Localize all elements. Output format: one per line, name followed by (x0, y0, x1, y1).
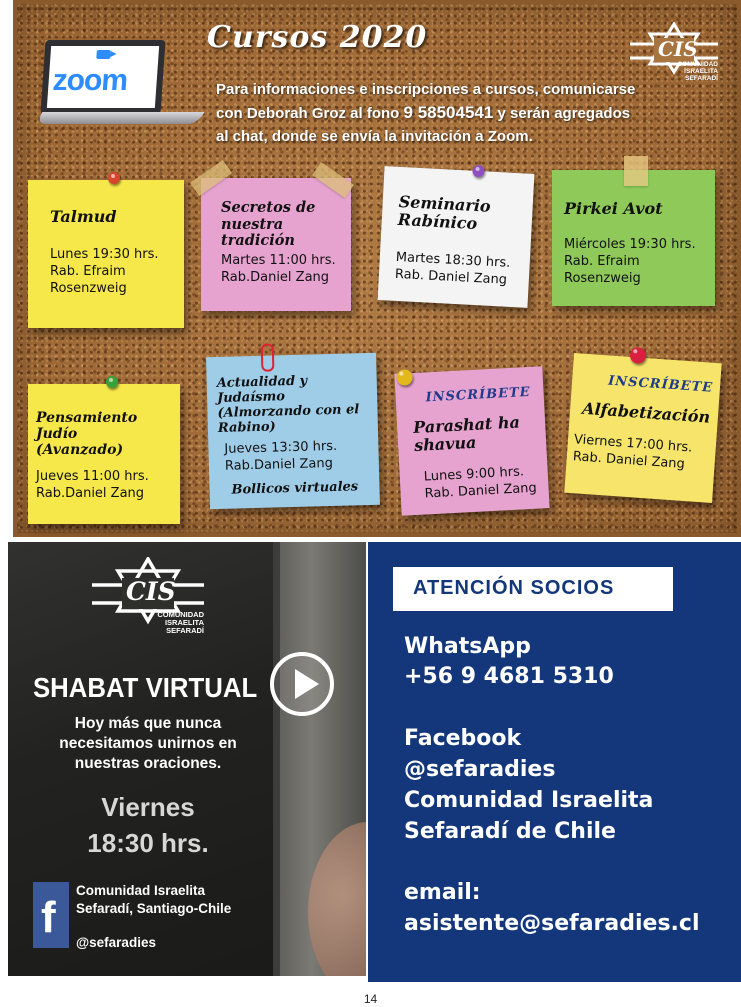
note-title-line: Parashat ha (412, 412, 521, 438)
note-title: Pirkei Avot (564, 199, 663, 218)
cis-sub-line: COMUNIDAD (677, 61, 718, 68)
intro-line: con Deborah Groz al fono (216, 105, 404, 122)
facebook-glyph: f (41, 893, 56, 942)
shabat-virtual-panel (8, 542, 366, 976)
note-alfabetizacion (564, 353, 721, 503)
note-line: Martes 11:00 hrs. (221, 253, 336, 268)
note-line: Lunes 9:00 hrs. (423, 464, 525, 485)
atencion-heading-box (393, 567, 673, 611)
message-line: necesitamos unirnos en (59, 735, 237, 752)
note-title: Alfabetización (581, 398, 711, 427)
inscribete-badge: INSCRÍBETE (607, 373, 714, 396)
tape-strip (190, 160, 232, 196)
note-details (395, 249, 511, 289)
note-line: Jueves 11:00 hrs. (36, 469, 149, 484)
note-title-line: Pensamiento Judío (36, 410, 138, 443)
cis-abbr: CIS (126, 577, 176, 606)
note-line: Miércoles 19:30 hrs. (564, 237, 696, 252)
intro-phone: 9 58504541 (403, 103, 494, 122)
note-line: Rab. Efraim (50, 264, 126, 279)
note-details (564, 236, 696, 287)
note-pensamiento-judio (28, 384, 180, 524)
email-address: asistente@sefaradies.cl (404, 911, 700, 936)
play-button-icon[interactable] (270, 652, 334, 716)
whatsapp-number: +56 9 4681 5310 (404, 664, 614, 689)
note-title (413, 413, 522, 455)
note-line: Rab.Daniel Zang (36, 486, 145, 501)
note-secretos (201, 178, 351, 311)
shabat-time: 18:30 hrs. (87, 828, 209, 858)
note-title (221, 200, 351, 250)
message-line: Hoy más que nunca (74, 715, 222, 732)
note-title-line: Secretos de (221, 199, 316, 216)
laptop-base (36, 112, 205, 124)
video-camera-icon (96, 50, 111, 59)
note-parashat (394, 366, 549, 516)
note-extra: Bollicos virtuales (231, 479, 359, 498)
cis-abbr: CIS (658, 37, 698, 61)
facebook-icon (33, 882, 69, 948)
note-details (423, 463, 537, 503)
facebook-handle: @sefaradies (404, 757, 556, 782)
cis-sub-line: ISRAELITA (684, 67, 718, 75)
note-line: Martes 18:30 hrs. (395, 249, 511, 271)
cis-sub-line: SEFARADÍ (166, 625, 204, 635)
facebook-page-name (76, 882, 231, 918)
zoom-logo: zoom (51, 64, 129, 97)
pushpin-icon (106, 376, 118, 388)
note-title (36, 410, 180, 458)
paperclip-icon (261, 343, 275, 371)
tape-strip (624, 156, 648, 186)
facebook-name: Comunidad Israelita (404, 788, 654, 813)
laptop-screen (40, 40, 165, 114)
message-line: nuestras oraciones. (74, 755, 222, 772)
note-line: Lunes 19:30 hrs. (50, 247, 159, 262)
note-title-line: (Almorzando con el (217, 402, 360, 421)
atencion-socios-panel (368, 542, 741, 982)
intro-line: al chat, donde se envía la invitación a Zoom. (216, 128, 533, 145)
fb-line: Comunidad Israelita (76, 883, 206, 898)
cis-sub-line: COMUNIDAD (157, 610, 204, 619)
zoom-laptop-image (39, 40, 201, 128)
atencion-heading: ATENCIÓN SOCIOS (413, 577, 615, 599)
note-details (221, 252, 336, 286)
fb-line: Sefaradí, Santiago-Chile (76, 901, 232, 916)
note-line: Viernes 17:00 hrs. (573, 432, 693, 456)
inscribete-badge: INSCRÍBETE (425, 384, 531, 406)
cis-logo (90, 557, 206, 635)
pushpin-icon (472, 165, 485, 178)
page-number: 14 (363, 992, 378, 1006)
facebook-handle: @sefaradies (76, 935, 156, 950)
note-line: Rab. Efraim (564, 254, 640, 269)
email-label: email: (404, 880, 481, 905)
shabat-day: Viernes (101, 792, 195, 822)
intro-text (216, 78, 696, 148)
pushpin-icon (630, 347, 647, 364)
note-line: Rab. Daniel Zang (572, 449, 686, 472)
cis-sub-line: SEFARADÍ (685, 74, 718, 82)
cis-sub-line: ISRAELITA (164, 617, 204, 627)
note-details (572, 431, 693, 473)
note-title-line: nuestra tradición (221, 215, 295, 250)
note-details (50, 246, 158, 297)
note-talmud (28, 180, 184, 328)
note-details (36, 468, 149, 502)
pushpin-icon (396, 369, 413, 386)
page-title: Cursos 2020 (207, 20, 428, 55)
intro-line: Para informaciones e inscripciones a cursos, comunicarse (216, 81, 636, 98)
note-title-line: Seminario (398, 191, 492, 216)
note-title: Talmud (50, 207, 117, 226)
note-line: Rab. Daniel Zang (424, 480, 538, 502)
shabat-title: SHABAT VIRTUAL (33, 672, 258, 703)
facebook-name: Sefaradí de Chile (404, 819, 616, 844)
note-title-line: Actualidad y Judaísmo (216, 373, 308, 406)
note-line: Rosenzweig (564, 271, 641, 286)
note-line: Jueves 13:30 hrs. (224, 438, 338, 457)
pushpin-icon (108, 172, 120, 184)
note-pirkei-avot (552, 170, 715, 306)
note-title (397, 193, 491, 235)
note-title-line: shavua (413, 433, 477, 456)
cis-logo (628, 22, 720, 84)
facebook-label: Facebook (404, 726, 522, 751)
note-line: Rosenzweig (50, 281, 127, 296)
note-actualidad (206, 353, 380, 509)
note-line: Rab.Daniel Zang (221, 270, 330, 285)
note-title-line: (Avanzado) (36, 442, 124, 459)
cis-subtitle (148, 611, 204, 635)
note-seminario (378, 166, 535, 308)
shabat-message (28, 714, 268, 774)
note-details (224, 438, 338, 475)
cork-board (13, 0, 741, 537)
note-line: Rab. Daniel Zang (394, 266, 508, 288)
whatsapp-label: WhatsApp (404, 634, 531, 659)
note-title (217, 373, 379, 437)
note-line: Rab.Daniel Zang (224, 455, 334, 474)
note-title-line: Rabínico (397, 210, 478, 234)
tape-strip (312, 162, 354, 198)
note-title-line: Rabino) (217, 419, 276, 436)
intro-line: y serán agregados (493, 105, 631, 122)
